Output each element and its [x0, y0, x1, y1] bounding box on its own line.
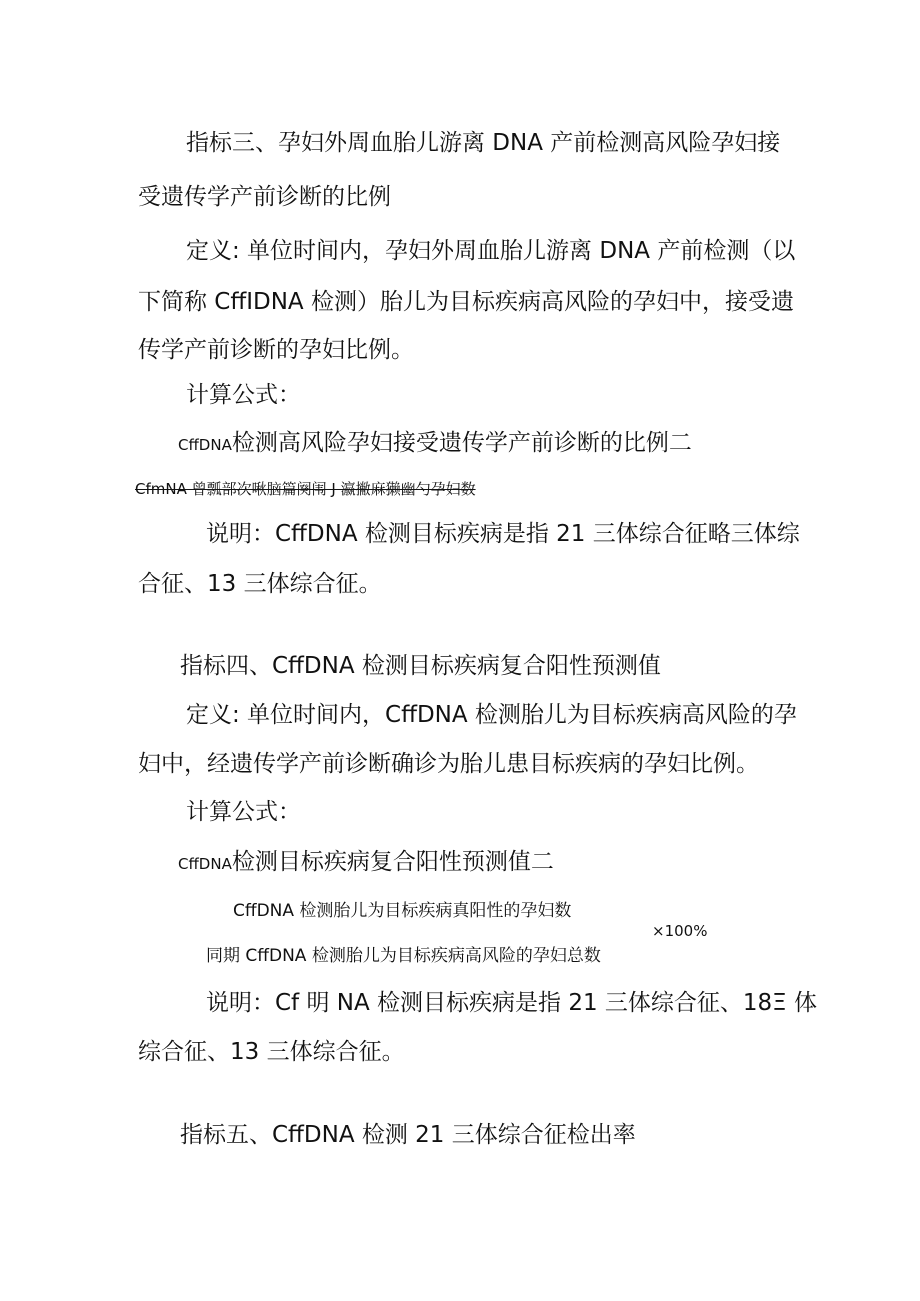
s4-definition-line1: 定义: 单位时间内，CffDNA 检测胎儿为目标疾病高风险的孕 — [186, 702, 797, 728]
s3-definition-line1: 定义: 单位时间内，孕妇外周血胎儿游离 DNA 产前检测（以 — [186, 238, 796, 264]
s4-formula-prefix: CffDNA — [178, 855, 232, 873]
s4-fraction-multiplier: ×100% — [652, 922, 708, 940]
s5-heading: 指标五、CffDNA 检测 21 三体综合征检出率 — [180, 1122, 636, 1148]
s4-formula-text: 检测目标疾病复合阳性预测值二 — [231, 849, 554, 875]
s4-formula — [178, 851, 554, 874]
s3-formula-text: 检测高风险孕妇接受遗传学产前诊断的比例二 — [231, 430, 692, 456]
s3-calc-label: 计算公式： — [186, 382, 301, 408]
s4-definition-line2: 妇中，经遗传学产前诊断确诊为胎儿患目标疾病的孕妇比例。 — [138, 751, 759, 777]
s3-formula-prefix: CffDNA — [178, 436, 232, 454]
s4-fraction-numerator: CffDNA 检测胎儿为目标疾病真阳性的孕妇数 — [233, 901, 572, 921]
s4-note-line2: 综合征、13 三体综合征。 — [138, 1039, 405, 1065]
s3-heading-line1: 指标三、孕妇外周血胎儿游离 DNA 产前检测高风险孕妇接 — [186, 130, 781, 156]
s3-note-line2: 合征、13 三体综合征。 — [138, 571, 382, 597]
s3-formula-garbled: CfmNA 曾瓢部次啾脑篇阕闱 J 瀛撇麻獭幽勺孕妇数 — [135, 480, 476, 498]
s4-heading: 指标四、CffDNA 检测目标疾病复合阳性预测值 — [180, 653, 661, 679]
s3-note-line1: 说明：CffDNA 检测目标疾病是指 21 三体综合征略三体综 — [206, 521, 800, 547]
s3-definition-line3: 传学产前诊断的孕妇比例。 — [138, 337, 414, 363]
s4-note-line1: 说明：Cf 明 NA 检测目标疾病是指 21 三体综合征、18Ξ 体 — [206, 990, 818, 1016]
s4-calc-label: 计算公式： — [186, 799, 301, 825]
s3-formula — [178, 432, 692, 455]
s3-definition-line2: 下简称 CffIDNA 检测）胎儿为目标疾病高风险的孕妇中，接受遗 — [138, 289, 794, 315]
s4-fraction-denominator: 同期 CffDNA 检测胎儿为目标疾病高风险的孕妇总数 — [206, 946, 601, 966]
s3-heading-line2: 受遗传学产前诊断的比例 — [138, 184, 391, 210]
